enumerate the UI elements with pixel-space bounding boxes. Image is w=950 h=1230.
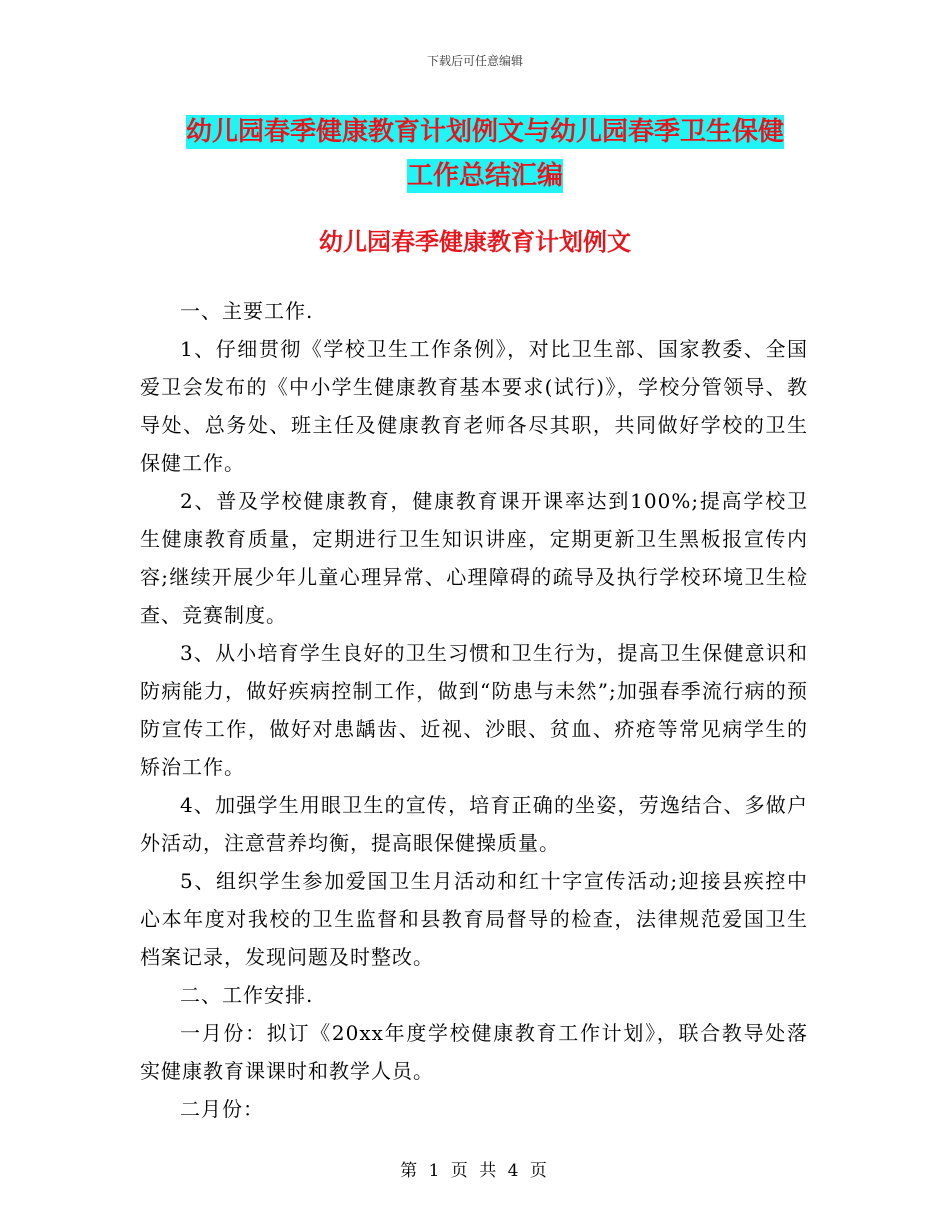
page-header-note: 下载后可任意编辑 [426,54,523,68]
paragraph: 二月份： [180,1097,264,1121]
document-title [140,110,830,198]
paragraph: 5、组织学生参加爱国卫生月活动和红十字宣传活动;迎接县疾控中心本年度对我校的卫生监督和县教育局督导的检查，法律规范爱国卫生档案记录，发现问题及时整改。 [140,869,808,969]
section-title: 幼儿园春季健康教育计划例文 [319,228,631,256]
paragraph: 1、仔细贯彻《学校卫生工作条例》，对比卫生部、国家教委、全国爱卫会发布的《中小学生健康教育基本要求(试行)》，学校分管领导、教导处、总务处、班主任及健康教育老师各尽其职，共同做好学校的卫生保健工作。 [140,337,808,475]
paragraph: 3、从小培育学生良好的卫生习惯和卫生行为，提高卫生保健意识和防病能力，做好疾病控制工作，做到“防患与未然”;加强春季流行病的预防宣传工作，做好对患龋齿、近视、沙眼、贫血、疥疮等常见病学生的矫治工作。 [140,641,808,779]
paragraph: 二、工作安排. [180,983,314,1007]
paragraph: 2、普及学校健康教育，健康教育课开课率达到100%;提高学校卫生健康教育质量，定期进行卫生知识讲座，定期更新卫生黑板报宣传内容;继续开展少年儿童心理异常、心理障碍的疏导及执行学校环境卫生检查、竞赛制度。 [140,489,808,627]
document-title-line-2: 工作总结汇编 [406,161,563,191]
paragraph: 4、加强学生用眼卫生的宣传，培育正确的坐姿，劳逸结合、多做户外活动，注意营养均衡，提高眼保健操质量。 [140,793,808,855]
document-title-line-1: 幼儿园春季健康教育计划例文与幼儿园春季卫生保健 [185,117,784,147]
page-number-footer: 第 1 页 共 4 页 [400,1161,550,1181]
paragraph: 一月份：拟订《20xx年度学校健康教育工作计划》，联合教导处落实健康教育课课时和教学人员。 [140,1021,808,1083]
paragraph: 一、主要工作. [180,299,314,323]
document-body [140,292,808,1128]
